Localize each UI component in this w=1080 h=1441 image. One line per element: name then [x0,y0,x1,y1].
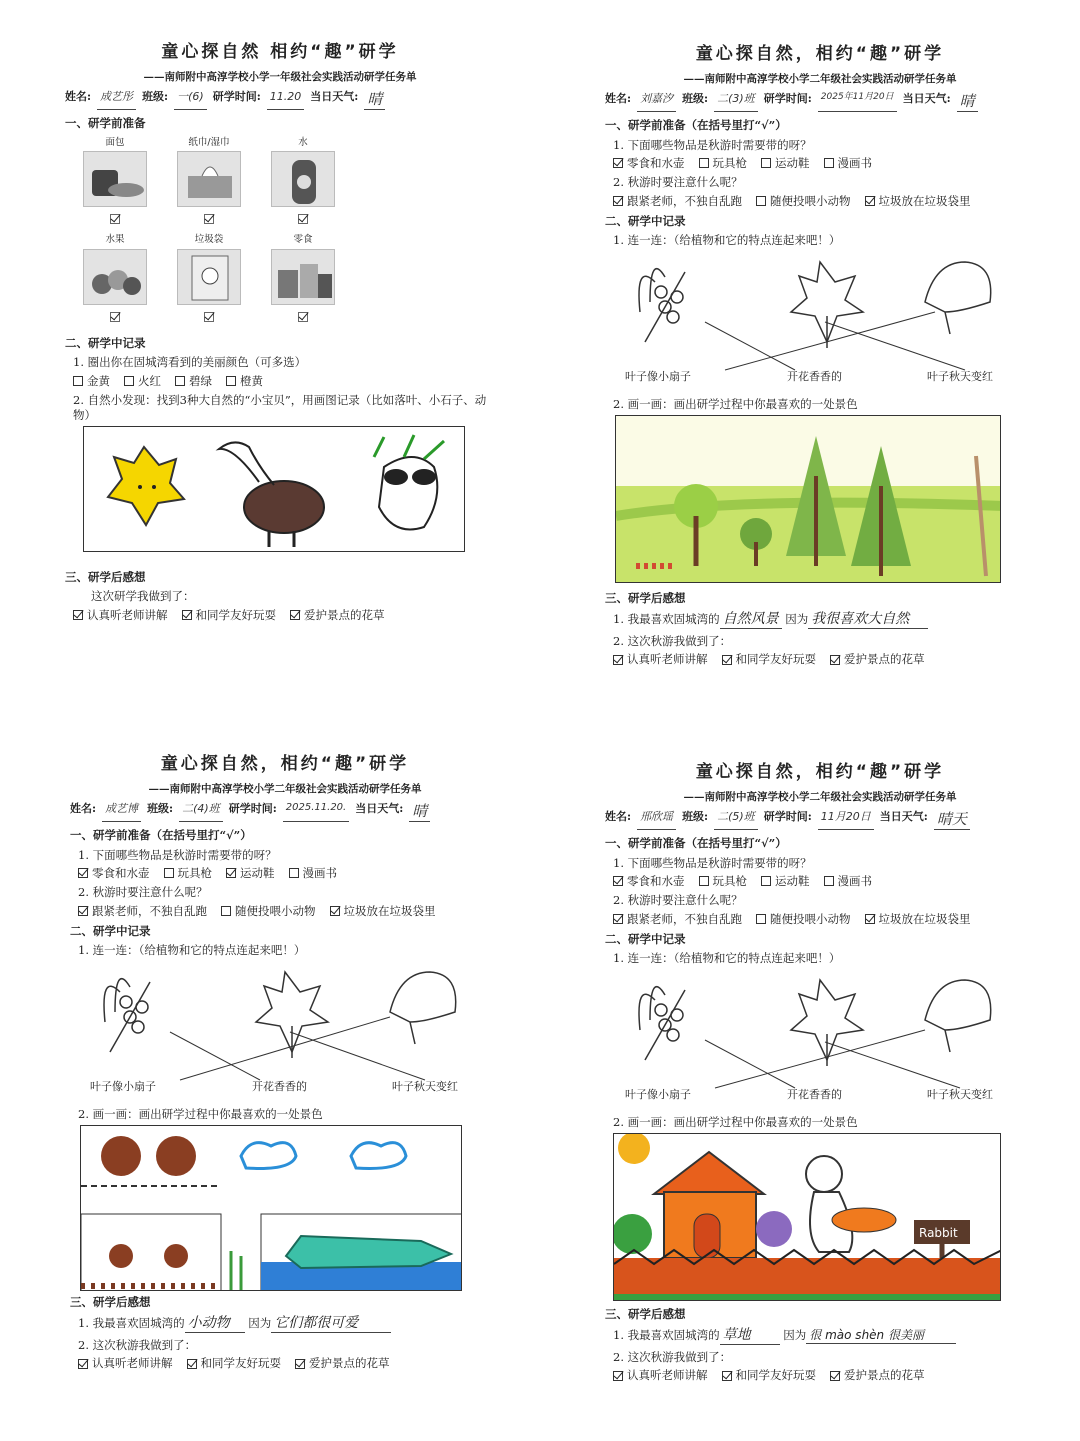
favorite-answer: 草地 [720,1327,780,1346]
q1-options: 零食和水壶 玩具枪 运动鞋 漫画书 [605,156,1035,170]
q2-options: 跟紧老师，不独自乱跑 随便投喂小动物 垃圾放在垃圾袋里 [70,904,500,918]
section-reflection: 三、研学后感想 [65,569,146,584]
q1-options: 零食和水壶 玩具枪 运动鞋 漫画书 [605,874,1035,888]
favorite-line: 1. 我最喜欢固城湾的 自然风景 因为 我很喜欢大自然 [605,611,1035,630]
bread-icon [83,151,147,207]
favorite-line: 1. 我最喜欢固城湾的 草地 因为 很 mào shèn 很美丽 [605,1327,1035,1346]
student-name: 成艺博 [102,802,141,822]
item-check [204,312,214,322]
study-date: 11.20 [267,90,305,110]
color-options: 金黄 火红 碧绿 橙黄 [65,374,495,388]
weather: 晴 [957,92,978,112]
reason-answer: 我很喜欢大自然 [808,611,928,630]
q1-options: 零食和水壶 玩具枪 运动鞋 漫画书 [70,866,500,880]
scene-animals-crocodile [81,1126,462,1291]
item-check [110,312,120,322]
student-class: 二(3)班 [714,92,758,112]
done-options: 认真听老师讲解 和同学友好玩耍 爱护景点的花草 [605,652,1035,666]
done-checkbox [182,610,192,620]
matching-exercise: 叶子像小扇子 开花香香的 叶子秋天变红 [605,970,1035,1110]
item-fruit: 水果 [75,234,155,326]
q2-options: 跟紧老师，不独自乱跑 随便投喂小动物 垃圾放在垃圾袋里 [605,194,1035,208]
reason-answer: 它们都很可爱 [271,1315,391,1334]
worksheet-subtitle: ——南师附中高淳学校小学二年级社会实践活动研学任务单 [683,73,957,86]
section-record: 二、研学中记录 [65,336,146,350]
color-checkbox [175,376,185,386]
item-check [298,312,308,322]
section-prep: 一、研学前准备（在括号里打“√”） [605,118,787,133]
student-class: 二(5)班 [714,810,758,830]
item-bread: 面包 [75,137,155,229]
q2-options: 跟紧老师，不独自乱跑 随便投喂小动物 垃圾放在垃圾袋里 [605,912,1035,926]
worksheet-subtitle: ——南师附中高淳学校小学二年级社会实践活动研学任务单 [683,791,957,804]
matching-exercise: 叶子像小扇子 开花香香的 叶子秋天变红 [70,962,500,1102]
done-options: 认真听老师讲解 和同学友好玩耍 爱护景点的花草 [70,1356,500,1370]
color-checkbox [124,376,134,386]
items-grid [75,137,495,327]
favorite-scene-drawing [613,1133,1001,1301]
student-info: 姓名: 刘嘉汐 班级: 二(3)班 研学时间: 2025年11月20日 当日天气: 晴 [605,92,1035,112]
student-name: 成艺彤 [97,90,136,110]
student-info: 姓名: 邢欣瑶 班级: 二(5)班 研学时间: 11月20日 当日天气: 晴天 [605,810,1035,830]
reason-answer: 很 mào shèn 很美丽 [806,1328,956,1344]
worksheet-grade1: 童心探自然 相约“趣”研学 ——南师附中高淳学校小学一年级社会实践活动研学任务单 姓名: 成艺彤 班级: 一(6) 研学时间: 11.20 当日天气: 晴 一、研学前准备 面包 纸巾/湿巾 水 水果 垃圾袋 零食 二、研学中记录 1. 圈出你在固城湾看到的美丽颜色（可多选） 金黄 火红 碧绿 橙黄 2. 自然小发现：找到3种大自然的“小宝贝”，用画图记录（比如落叶、小石子、动物） 三、研学后感想 这次研学我做到了： 认真听老师讲解 和同学友好玩耍 爱护景点的花草 [65,42,495,622]
section-reflection: 三、研学后感想 [605,591,686,606]
drawing-leaf-bird-plant [84,427,465,552]
scene-trees-grass [616,416,1001,583]
nature-drawing [83,426,465,552]
item-water: 水 [263,137,343,229]
done-options: 认真听老师讲解 和同学友好玩耍 爱护景点的花草 [605,1368,1035,1382]
worksheet-title: 童心探自然，相约“趣”研学 [160,754,410,774]
worksheet-subtitle: ——南师附中高淳学校小学二年级社会实践活动研学任务单 [148,783,422,796]
done-checkbox [73,610,83,620]
rabbit-sign-text: Rabbit [919,1226,958,1241]
favorite-scene-drawing [80,1125,462,1291]
student-name: 邢欣瑶 [637,810,676,830]
student-info: 姓名: 成艺彤 班级: 一(6) 研学时间: 11.20 当日天气: 晴 [65,90,495,110]
student-class: 一(6) [174,90,207,110]
worksheet-title: 童心探自然，相约“趣”研学 [695,44,945,64]
done-checkbox [290,610,300,620]
worksheet-grade2-b: 童心探自然，相约“趣”研学 ——南师附中高淳学校小学二年级社会实践活动研学任务单 姓名: 成艺博 班级: 二(4)班 研学时间: 2025.11.20. 当日天气: 晴 一、研学前准备（在括号里打“√”） 1. 下面哪些物品是秋游时需要带的呀？ 零食和水壶 玩具枪 运动鞋 漫画书 2. 秋游时要注意什么呢？ 跟紧老师，不独自乱跑 随便投喂小动物 垃圾放在垃圾袋里 二、研学中记录 1. 连一连：（给植物和它的特点连起来吧！） 叶子像小扇子 开花香香的 叶子秋天变红 2. 画一画：画出研学过程中你最喜欢的一处景色 三、研学后感想 1. 我最喜欢固城湾的 小动物 因为 它们都很可爱 2. 这次秋游我做到了： 认真听老师讲解 和同学友好玩耍 爱护景点的花草 [70,754,500,1371]
favorite-line: 1. 我最喜欢固城湾的 小动物 因为 它们都很可爱 [70,1315,500,1334]
section-record: 二、研学中记录 [605,214,686,228]
done-options: 认真听老师讲解 和同学友好玩耍 爱护景点的花草 [65,608,495,622]
study-date: 2025年11月20日 [818,92,897,112]
weather: 晴 [364,90,385,110]
student-name: 刘嘉汐 [637,92,676,112]
favorite-answer: 小动物 [185,1315,245,1334]
student-class: 二(4)班 [179,802,223,822]
worksheet-title: 童心探自然 相约“趣”研学 [161,42,399,62]
matching-exercise: 叶子像小扇子 开花香香的 叶子秋天变红 [605,252,1035,392]
trash-bag-icon [177,249,241,305]
snacks-icon [271,249,335,305]
scene-house-rabbit [614,1134,1001,1301]
worksheet-title: 童心探自然，相约“趣”研学 [695,762,945,782]
worksheet-grade2-a: 童心探自然，相约“趣”研学 ——南师附中高淳学校小学二年级社会实践活动研学任务单 姓名: 刘嘉汐 班级: 二(3)班 研学时间: 2025年11月20日 当日天气: 晴 一、研学前准备（在括号里打“√”） 1. 下面哪些物品是秋游时需要带的呀？ 零食和水壶 玩具枪 运动鞋 漫画书 2. 秋游时要注意什么呢？ 跟紧老师，不独自乱跑 随便投喂小动物 垃圾放在垃圾袋里 二、研学中记录 1. 连一连：（给植物和它的特点连起来吧！） 叶子像小扇子 开花香香的 叶子秋天变红 2. 画一画：画出研学过程中你最喜欢的一处景色 三、研学后感想 1. 我最喜欢固城湾的 自然风景 因为 我很喜欢大自然 2. 这次秋游我做到了： 认真听老师讲解 和同学友好玩耍 爱护景点的花草 [605,44,1035,667]
weather: 晴天 [934,810,970,830]
student-info: 姓名: 成艺博 班级: 二(4)班 研学时间: 2025.11.20. 当日天气: 晴 [70,802,500,822]
color-checkbox [226,376,236,386]
item-tissue: 纸巾/湿巾 [169,137,249,229]
study-date: 2025.11.20. [283,802,349,822]
item-snacks: 零食 [263,234,343,326]
worksheet-subtitle: ——南师附中高淳学校小学一年级社会实践活动研学任务单 [143,71,417,84]
weather: 晴 [409,802,430,822]
favorite-scene-drawing [615,415,1001,583]
item-check [204,214,214,224]
tissue-icon [177,151,241,207]
study-date: 11月20日 [818,810,874,830]
item-check [298,214,308,224]
water-bottle-icon [271,151,335,207]
section-prep: 一、研学前准备 [65,116,146,131]
item-check [110,214,120,224]
item-trash-bag: 垃圾袋 [169,234,249,326]
fruit-icon [83,249,147,305]
worksheet-grade2-c: 童心探自然，相约“趣”研学 ——南师附中高淳学校小学二年级社会实践活动研学任务单 姓名: 邢欣瑶 班级: 二(5)班 研学时间: 11月20日 当日天气: 晴天 一、研学前准备（在括号里打“√”） 1. 下面哪些物品是秋游时需要带的呀？ 零食和水壶 玩具枪 运动鞋 漫画书 2. 秋游时要注意什么呢？ 跟紧老师，不独自乱跑 随便投喂小动物 垃圾放在垃圾袋里 二、研学中记录 1. 连一连：（给植物和它的特点连起来吧！） 叶子像小扇子 开花香香的 叶子秋天变红 2. 画一画：画出研学过程中你最喜欢的一处景色 Rabbit 三、研学后感想 1. 我最喜欢固城湾的 草地 因为 很 mào shèn 很美丽 2. 这次秋游我做到了： 认真听老师讲解 和同学友好玩耍 爱护景点的花草 [605,762,1035,1383]
color-checkbox [73,376,83,386]
favorite-answer: 自然风景 [720,611,782,630]
